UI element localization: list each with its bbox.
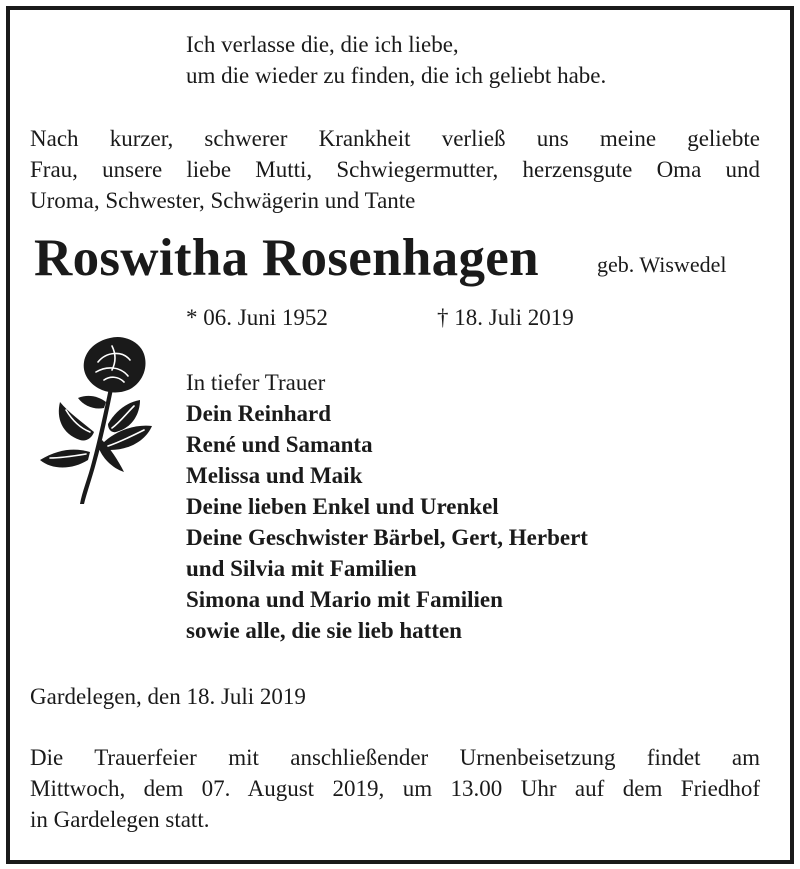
place-date: Gardelegen, den 18. Juli 2019 bbox=[30, 684, 306, 709]
mourners-heading: In tiefer Trauer bbox=[186, 370, 326, 395]
mourner-name: Deine Geschwister Bärbel, Gert, Herbert bbox=[186, 525, 588, 550]
mourner-name: René und Samanta bbox=[186, 432, 373, 457]
quote bbox=[186, 29, 606, 91]
intro-line-3: Uroma, Schwester, Schwägerin und Tante bbox=[30, 188, 416, 213]
service-line-3: in Gardelegen statt. bbox=[30, 807, 210, 832]
mourners-list bbox=[186, 367, 588, 646]
birth-date: * 06. Juni 1952 bbox=[186, 305, 328, 330]
mourner-name: und Silvia mit Familien bbox=[186, 556, 417, 581]
mourner-name: Deine lieben Enkel und Urenkel bbox=[186, 494, 499, 519]
intro-line-2: Frau, unsere liebe Mutti, Schwiegermutter, herzensgute Oma und bbox=[30, 157, 760, 182]
service-line-1: Die Trauerfeier mit anschließender Urnenbeisetzung findet am bbox=[30, 745, 760, 770]
rose-icon bbox=[32, 332, 174, 508]
intro-line-1: Nach kurzer, schwerer Krankheit verließ uns meine geliebte bbox=[30, 126, 760, 151]
birth-name: geb. Wiswedel bbox=[597, 252, 727, 277]
mourner-name: Dein Reinhard bbox=[186, 401, 332, 426]
mourner-name: Melissa und Maik bbox=[186, 463, 363, 488]
service-notice bbox=[30, 742, 760, 835]
mourner-name: sowie alle, die sie lieb hatten bbox=[186, 618, 462, 643]
deceased-name: Roswitha Rosenhagen bbox=[34, 229, 539, 287]
intro-text bbox=[30, 123, 760, 216]
quote-line-2: um die wieder zu finden, die ich geliebt habe. bbox=[186, 63, 607, 88]
quote-line-1: Ich verlasse die, die ich liebe, bbox=[186, 32, 459, 57]
mourner-name: Simona und Mario mit Familien bbox=[186, 587, 503, 612]
death-date: † 18. Juli 2019 bbox=[437, 305, 574, 330]
service-line-2: Mittwoch, dem 07. August 2019, um 13.00 Uhr auf dem Friedhof bbox=[30, 776, 760, 801]
